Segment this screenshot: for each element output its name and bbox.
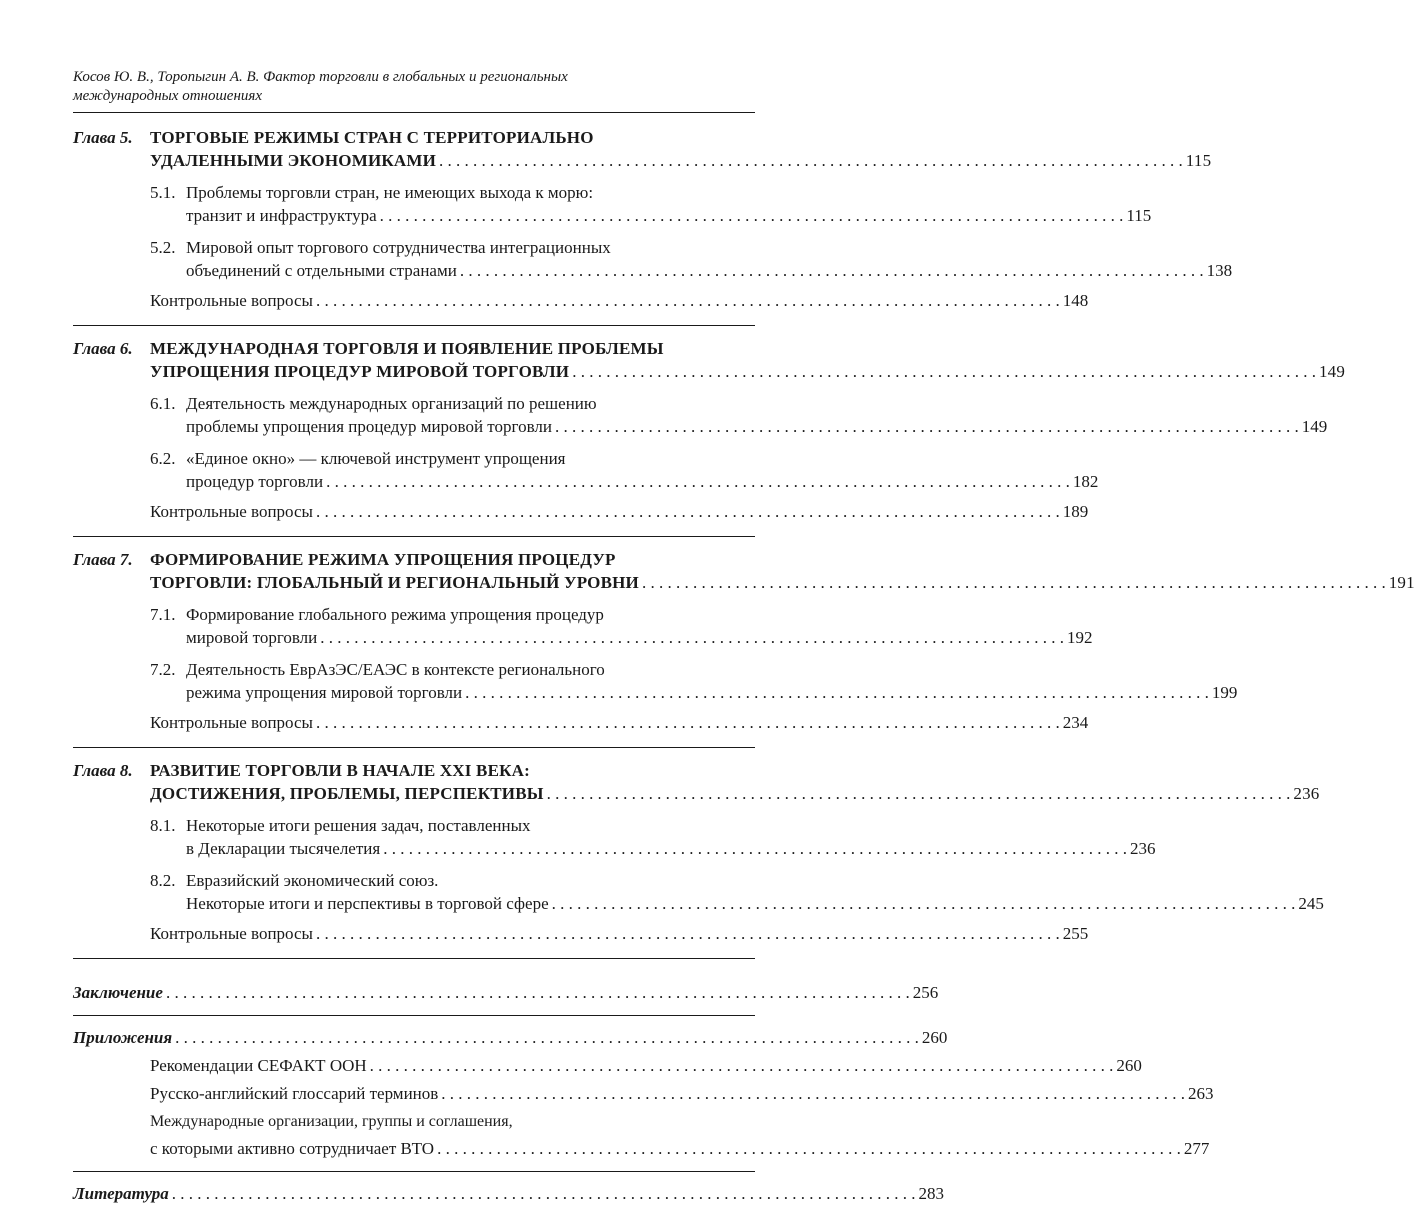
page-number: 199: [1211, 683, 1238, 702]
page-number: 115: [1185, 151, 1212, 170]
dot-leader: [383, 837, 1127, 861]
section-title-line-1: «Единое окно» — ключевой инструмент упрощения: [186, 449, 566, 468]
page-number: 283: [918, 1184, 945, 1203]
dot-leader: [316, 289, 1060, 313]
section-6-1[interactable]: [150, 392, 1328, 439]
chapter-title-line-2: ТОРГОВЛИ: ГЛОБАЛЬНЫЙ И РЕГИОНАЛЬНЫЙ УРОВНИ: [150, 573, 639, 592]
appendix-block: [73, 1016, 1214, 1172]
page-number: 182: [1072, 472, 1099, 491]
chapter-title-line-1: РАЗВИТИЕ ТОРГОВЛИ В НАЧАЛЕ XXI ВЕКА:: [150, 761, 530, 780]
chapter-label: Глава 6.: [73, 339, 133, 358]
section-5-1[interactable]: [150, 181, 1152, 228]
dot-leader: [172, 1182, 916, 1206]
dot-leader: [465, 681, 1209, 705]
chapter-6[interactable]: [73, 338, 1346, 537]
questions-label: Контрольные вопросы: [150, 713, 313, 732]
chapter-label: Глава 5.: [73, 128, 133, 147]
appendix-item-label: Русско-английский глоссарий терминов: [150, 1084, 439, 1103]
chapter-title-line-2: УПРОЩЕНИЯ ПРОЦЕДУР МИРОВОЙ ТОРГОВЛИ: [150, 362, 570, 381]
chapter-5[interactable]: [73, 127, 1233, 326]
appendix-label: Приложения: [73, 1028, 173, 1047]
dot-leader: [460, 259, 1204, 283]
appendix-entry[interactable]: [73, 1026, 948, 1050]
dot-leader: [642, 571, 1386, 595]
appendix-item-label: Рекомендации СЕФАКТ ООН: [150, 1056, 367, 1075]
conclusion-block: [73, 971, 939, 1016]
page-number: 263: [1188, 1084, 1214, 1103]
section-number: 7.2.: [150, 660, 176, 679]
page-number: 138: [1206, 261, 1233, 280]
section-number: 6.2.: [150, 449, 176, 468]
section-title-line-2: проблемы упрощения процедур мировой торговли: [186, 417, 552, 436]
dot-leader: [166, 981, 910, 1005]
chapter-title-line-2: ДОСТИЖЕНИЯ, ПРОБЛЕМЫ, ПЕРСПЕКТИВЫ: [150, 784, 544, 803]
page-number: 255: [1062, 924, 1089, 943]
dot-leader: [316, 711, 1060, 735]
dot-leader: [380, 204, 1124, 228]
section-title-line-2: мировой торговли: [186, 628, 318, 647]
running-head: [73, 68, 755, 113]
appendix-item-2[interactable]: [150, 1082, 1214, 1106]
section-title-line-1: Деятельность ЕврАзЭС/ЕАЭС в контексте регионального: [186, 660, 605, 679]
appendix-item-1[interactable]: [150, 1054, 1142, 1078]
section-title-line-2: Некоторые итоги и перспективы в торговой сфере: [186, 894, 549, 913]
page-number: 148: [1062, 291, 1089, 310]
section-number: 5.2.: [150, 238, 176, 257]
dot-leader: [572, 360, 1316, 384]
page-number: 192: [1067, 628, 1093, 647]
section-title-line-1: Мировой опыт торгового сотрудничества интеграционных: [186, 238, 611, 257]
section-number: 8.1.: [150, 816, 176, 835]
section-title-line-1: Проблемы торговли стран, не имеющих выхода к морю:: [186, 183, 594, 202]
section-number: 7.1.: [150, 605, 176, 624]
section-number: 6.1.: [150, 394, 176, 413]
chapter-7[interactable]: [73, 549, 1415, 748]
section-8-1[interactable]: [150, 814, 1156, 861]
control-questions-5[interactable]: [150, 289, 1089, 313]
section-7-2[interactable]: [150, 658, 1238, 705]
section-number: 5.1.: [150, 183, 176, 202]
section-7-1[interactable]: [150, 603, 1093, 650]
toc-page: [73, 68, 1415, 1216]
conclusion-label: Заключение: [73, 983, 163, 1002]
chapter-title-line-2: УДАЛЕННЫМИ ЭКОНОМИКАМИ: [150, 151, 437, 170]
section-number: 8.2.: [150, 871, 176, 890]
chapter-title-line-1: ТОРГОВЫЕ РЕЖИМЫ СТРАН С ТЕРРИТОРИАЛЬНО: [150, 128, 594, 147]
dot-leader: [316, 922, 1060, 946]
page-number: 149: [1301, 417, 1328, 436]
page-number: 260: [1116, 1056, 1142, 1075]
section-title-line-1: Евразийский экономический союз.: [186, 871, 439, 890]
questions-label: Контрольные вопросы: [150, 924, 313, 943]
dot-leader: [439, 149, 1183, 173]
table-of-contents: [73, 127, 1415, 1216]
control-questions-6[interactable]: [150, 500, 1089, 524]
page-number: 236: [1293, 784, 1320, 803]
dot-leader: [441, 1082, 1185, 1106]
control-questions-7[interactable]: [150, 711, 1089, 735]
page-number: 236: [1129, 839, 1156, 858]
control-questions-8[interactable]: [150, 922, 1089, 946]
running-head-line-1: Косов Ю. В., Торопыгин А. В. Фактор торговли в глобальных и региональных: [73, 69, 568, 85]
dot-leader: [552, 892, 1296, 916]
section-title-line-2: в Декларации тысячелетия: [186, 839, 381, 858]
section-6-2[interactable]: [150, 447, 1099, 494]
section-8-2[interactable]: [150, 869, 1324, 916]
section-title-line-1: Некоторые итоги решения задач, поставленных: [186, 816, 531, 835]
page-number: 277: [1183, 1139, 1210, 1158]
chapter-label: Глава 8.: [73, 761, 133, 780]
running-head-line-2: международных отношениях: [73, 88, 263, 104]
section-title-line-1: Деятельность международных организаций по решению: [186, 394, 597, 413]
section-5-2[interactable]: [150, 236, 1233, 283]
section-title-line-2: транзит и инфраструктура: [186, 206, 377, 225]
section-title-line-1: Формирование глобального режима упрощения процедур: [186, 605, 604, 624]
literature-entry[interactable]: [73, 1182, 945, 1206]
section-title-line-2: процедур торговли: [186, 472, 324, 491]
page-number: 260: [921, 1028, 948, 1047]
page-number: 256: [912, 983, 939, 1002]
dot-leader: [547, 782, 1291, 806]
dot-leader: [437, 1137, 1181, 1161]
conclusion-entry[interactable]: [73, 981, 939, 1005]
literature-block: [73, 1172, 945, 1216]
dot-leader: [320, 626, 1064, 650]
dot-leader: [326, 470, 1070, 494]
dot-leader: [370, 1054, 1114, 1078]
chapter-8[interactable]: [73, 760, 1324, 959]
chapter-label: Глава 7.: [73, 550, 133, 569]
questions-label: Контрольные вопросы: [150, 502, 313, 521]
chapter-title-line-1: ФОРМИРОВАНИЕ РЕЖИМА УПРОЩЕНИЯ ПРОЦЕДУР: [150, 550, 616, 569]
chapter-title-line-1: МЕЖДУНАРОДНАЯ ТОРГОВЛЯ И ПОЯВЛЕНИЕ ПРОБЛЕМЫ: [150, 339, 664, 358]
dot-leader: [175, 1026, 919, 1050]
dot-leader: [555, 415, 1299, 439]
section-title-line-2: режима упрощения мировой торговли: [186, 683, 463, 702]
literature-label: Литература: [73, 1184, 169, 1203]
appendix-item-label-line-1: Международные организации, группы и соглашения,: [150, 1113, 513, 1130]
section-title-line-2: объединений с отдельными странами: [186, 261, 457, 280]
appendix-item-label-line-2: с которыми активно сотрудничает ВТО: [150, 1139, 435, 1158]
dot-leader: [316, 500, 1060, 524]
page-number: 115: [1126, 206, 1152, 225]
page-number: 191: [1388, 573, 1415, 592]
page-number: 149: [1318, 362, 1346, 381]
appendix-item-3[interactable]: [150, 1110, 1210, 1161]
page-number: 234: [1062, 713, 1089, 732]
page-number: 245: [1298, 894, 1324, 913]
page-number: 189: [1062, 502, 1089, 521]
questions-label: Контрольные вопросы: [150, 291, 313, 310]
